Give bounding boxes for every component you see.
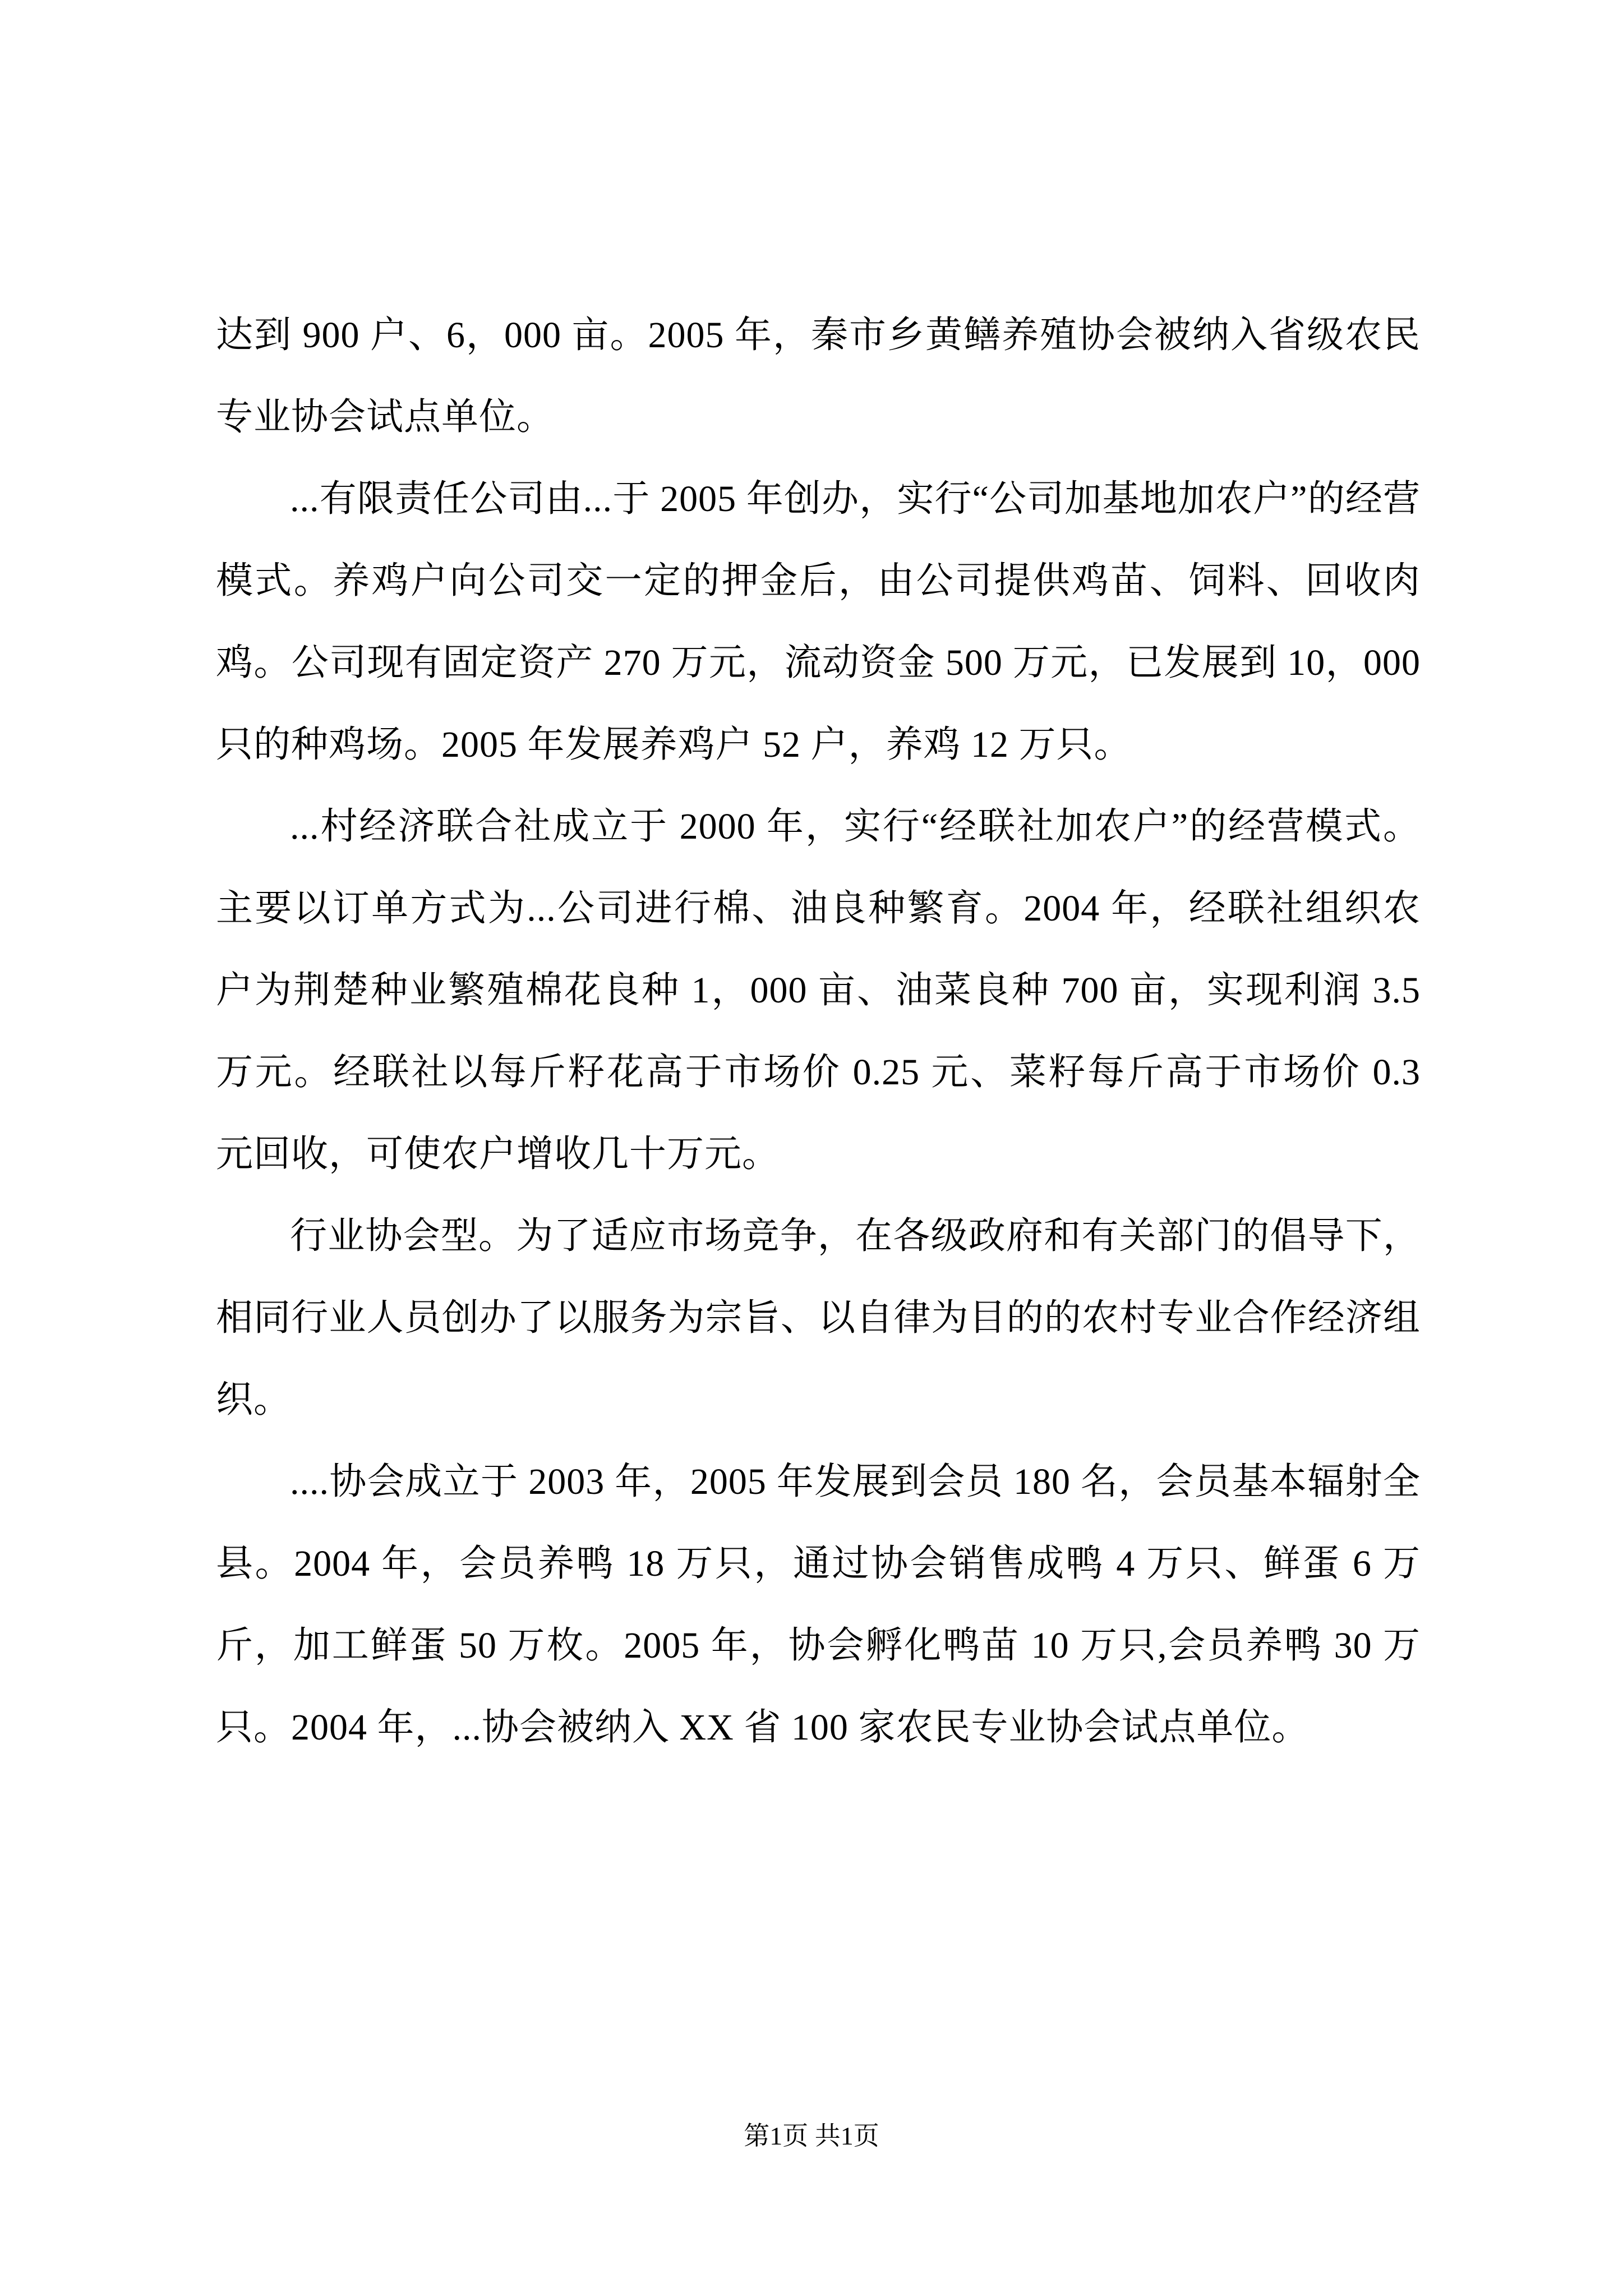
paragraph-industry-association: 行业协会型。为了适应市场竞争，在各级政府和有关部门的倡导下，相同行业人员创办了以服务为宗旨、以自律为目的的农村专业合作经济组织。 <box>216 1216 1421 1420</box>
paragraph-continuation: 达到 900 户、6，000 亩。2005 年，秦市乡黄鳝养殖协会被纳入省级农民专业协会试点单位。 <box>216 315 1421 438</box>
paragraph-company-model: ...有限责任公司由...于 2005 年创办，实行“公司加基地加农户”的经营模式。养鸡户向公司交一定的押金后，由公司提供鸡苗、饲料、回收肉鸡。公司现有固定资产 270 万元，流动资金 500 万元，已发展到 10，000 只的种鸡场。2005 年发展养鸡户 52 户，养鸡 12 万只。 <box>216 478 1421 765</box>
document-body-text <box>216 295 1421 1769</box>
paragraph-duck-association: ....协会成立于 2003 年，2005 年发展到会员 180 名，会员基本辐射全县。2004 年，会员养鸭 18 万只，通过协会销售成鸭 4 万只、鲜蛋 6 万斤，加工鲜蛋 50 万枚。2005 年，协会孵化鸭苗 10 万只,会员养鸭 30 万只。2004 年，...协会被纳入 XX 省 100 家农民专业协会试点单位。 <box>216 1461 1421 1748</box>
page-footer: 第1页 共1页 <box>744 2122 879 2150</box>
paragraph-village-coop: ...村经济联合社成立于 2000 年，实行“经联社加农户”的经营模式。主要以订单方式为...公司进行棉、油良种繁育。2004 年，经联社组织农户为荆楚种业繁殖棉花良种 1，000 亩、油菜良种 700 亩，实现利润 3.5 万元。经联社以每斤籽花高于市场价 0.25 元、菜籽每斤高于市场价 0.3 元回收，可使农户增收几十万元。 <box>216 806 1421 1175</box>
